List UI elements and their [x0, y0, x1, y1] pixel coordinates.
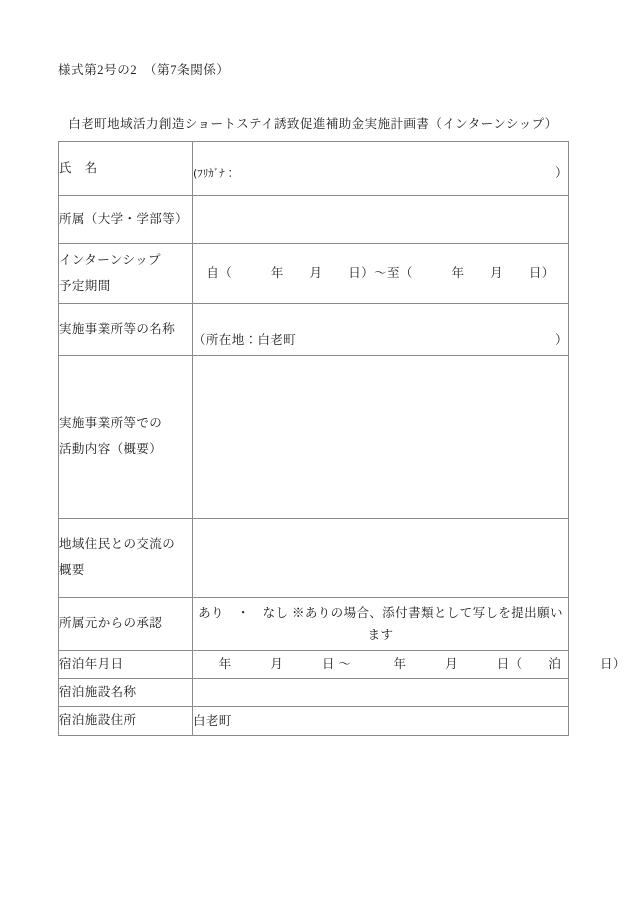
row-label-affiliation	[59, 196, 193, 244]
row-label-office-name-line1: 実施事業所等の名称	[59, 321, 176, 336]
row-label-name-line1: 氏 名	[59, 160, 98, 175]
row-label-internship-period-line2: 予定期間	[59, 278, 111, 293]
row-label-facility-address-line1: 宿泊施設住所	[59, 713, 137, 728]
row-label-name	[59, 142, 193, 196]
row-label-affiliation-line1: 所属（大学・学部等）	[59, 211, 189, 226]
row-value-internship-period[interactable]: 自（ 年 月 日）～至（ 年 月 日）	[193, 244, 569, 304]
furigana-prefix: (ﾌﾘｶﾞﾅ：	[193, 166, 236, 180]
table-row-activity-content	[59, 356, 569, 519]
row-label-stay-date	[59, 651, 193, 679]
furigana-suffix: ）	[555, 165, 568, 180]
approval-note: ※ありの場合、添付書類として写しを提出願います	[291, 605, 563, 642]
table-row-facility-address	[59, 707, 569, 736]
table-row-internship-period	[59, 244, 569, 304]
row-label-facility-address	[59, 707, 193, 736]
row-label-activity-content-line2: 活動内容（概要）	[59, 442, 163, 456]
form-code: 様式第2号の2 （第7条関係）	[58, 63, 230, 77]
table-row-facility-name	[59, 679, 569, 707]
row-label-internship-period-line1: インターンシップ	[59, 252, 161, 267]
application-form-table	[58, 141, 626, 736]
row-value-office-name[interactable]	[193, 304, 569, 356]
row-value-approval[interactable]	[193, 598, 569, 651]
row-value-affiliation[interactable]	[193, 196, 569, 244]
table-row-stay-date	[59, 651, 569, 679]
row-value-facility-address[interactable]: 白老町	[193, 707, 569, 736]
row-label-approval-line1: 所属元からの承認	[59, 616, 163, 631]
table-row-name	[59, 142, 569, 196]
row-label-stay-date-line1: 宿泊年月日	[59, 656, 124, 671]
office-location-suffix: ）	[555, 332, 568, 347]
document-title: 白老町地域活力創造ショートステイ誘致促進補助金実施計画書（インターンシップ）	[68, 117, 558, 131]
row-value-activity-content[interactable]	[193, 356, 569, 519]
table-row-approval	[59, 598, 569, 651]
approval-options[interactable]: あり ・ なし	[198, 605, 289, 620]
table-row-office-name	[59, 304, 569, 356]
row-label-office-name	[59, 304, 193, 356]
row-label-community-exchange-line1: 地域住民との交流の	[59, 537, 176, 552]
row-value-community-exchange[interactable]	[193, 519, 569, 598]
row-label-internship-period	[59, 244, 193, 304]
row-label-activity-content	[59, 356, 193, 519]
row-label-activity-content-line1: 実施事業所等での	[59, 416, 163, 431]
row-value-name[interactable]	[193, 142, 569, 196]
row-label-community-exchange-line2: 概要	[59, 563, 85, 577]
row-label-community-exchange	[59, 519, 193, 598]
row-label-approval	[59, 598, 193, 651]
row-label-facility-name-line1: 宿泊施設名称	[59, 684, 137, 699]
row-value-stay-date[interactable]: 年 月 日 ～ 年 月 日（ 泊 日）	[193, 651, 569, 679]
office-location-prefix: （所在地：白老町	[193, 332, 297, 347]
table-row-community-exchange	[59, 519, 569, 598]
row-value-facility-name[interactable]	[193, 679, 569, 707]
table-row-affiliation	[59, 196, 569, 244]
row-label-facility-name	[59, 679, 193, 707]
